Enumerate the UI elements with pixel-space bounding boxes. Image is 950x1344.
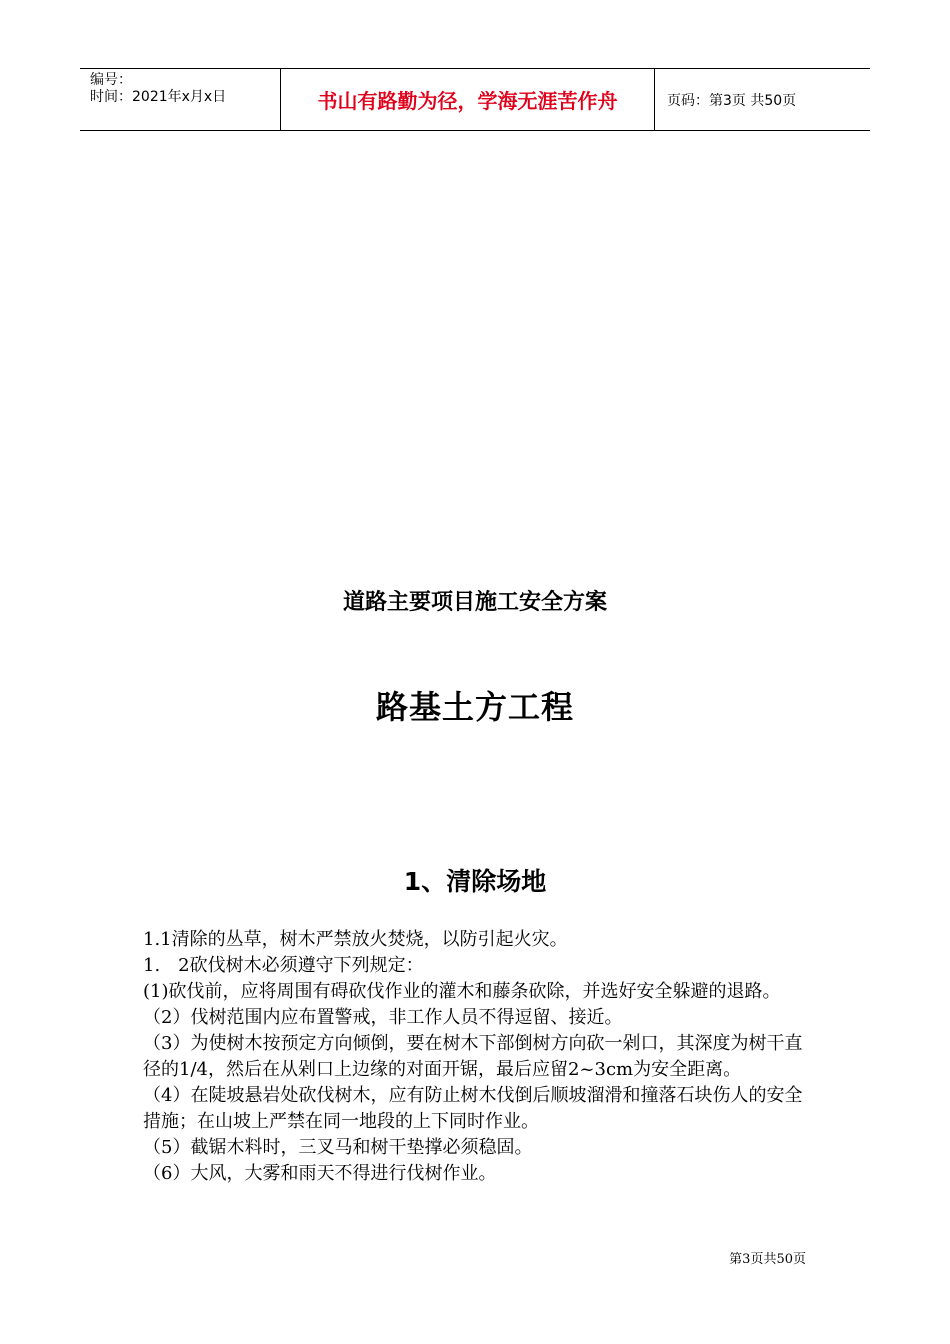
- date-label: 时间：2021年x月x日: [90, 89, 227, 105]
- footer-page-number: 第3页共50页: [729, 1252, 806, 1267]
- page-label: 页码：第3页 共50页: [667, 92, 797, 109]
- header-info-cell: [80, 69, 281, 130]
- motto-text: 书山有路勤为径，学海无涯苦作舟: [317, 89, 618, 113]
- code-label: 编号：: [90, 72, 132, 88]
- paragraph: （3）为使树木按预定方向倾倒，要在树木下部倒树方向砍一剁口，其深度为树干直径的1/4，然后在从剁口上边缘的对面开锯，最后应留2~3cm为安全距离。: [143, 1033, 803, 1080]
- paragraph: （4）在陡坡悬岩处砍伐树木，应有防止树木伐倒后顺坡溜滑和撞落石块伤人的安全措施；在山坡上严禁在同一地段的上下同时作业。: [143, 1085, 803, 1132]
- body-text: [143, 927, 811, 1187]
- document-subtitle: 路基土方工程: [375, 688, 574, 726]
- header-page-cell: [655, 69, 870, 130]
- paragraph: （2）伐树范围内应布置警戒，非工作人员不得逗留、接近。: [143, 1007, 623, 1028]
- section-heading: 1、清除场地: [403, 867, 547, 896]
- header-motto-cell: [281, 69, 655, 130]
- paragraph: （5）截锯木料时，三叉马和树干垫撑必须稳固。: [143, 1137, 533, 1158]
- paragraph: 1.1清除的丛草，树木严禁放火焚烧，以防引起火灾。: [143, 929, 568, 950]
- paragraph: （6）大风，大雾和雨天不得进行伐树作业。: [143, 1163, 497, 1184]
- document-title: 道路主要项目施工安全方案: [342, 590, 607, 615]
- paragraph: (1)砍伐前，应将周围有碍砍伐作业的灌木和藤条砍除，并选好安全躲避的退路。: [143, 981, 781, 1002]
- page-header: [80, 68, 870, 131]
- paragraph: 1. 2砍伐树木必须遵守下列规定：: [143, 955, 424, 976]
